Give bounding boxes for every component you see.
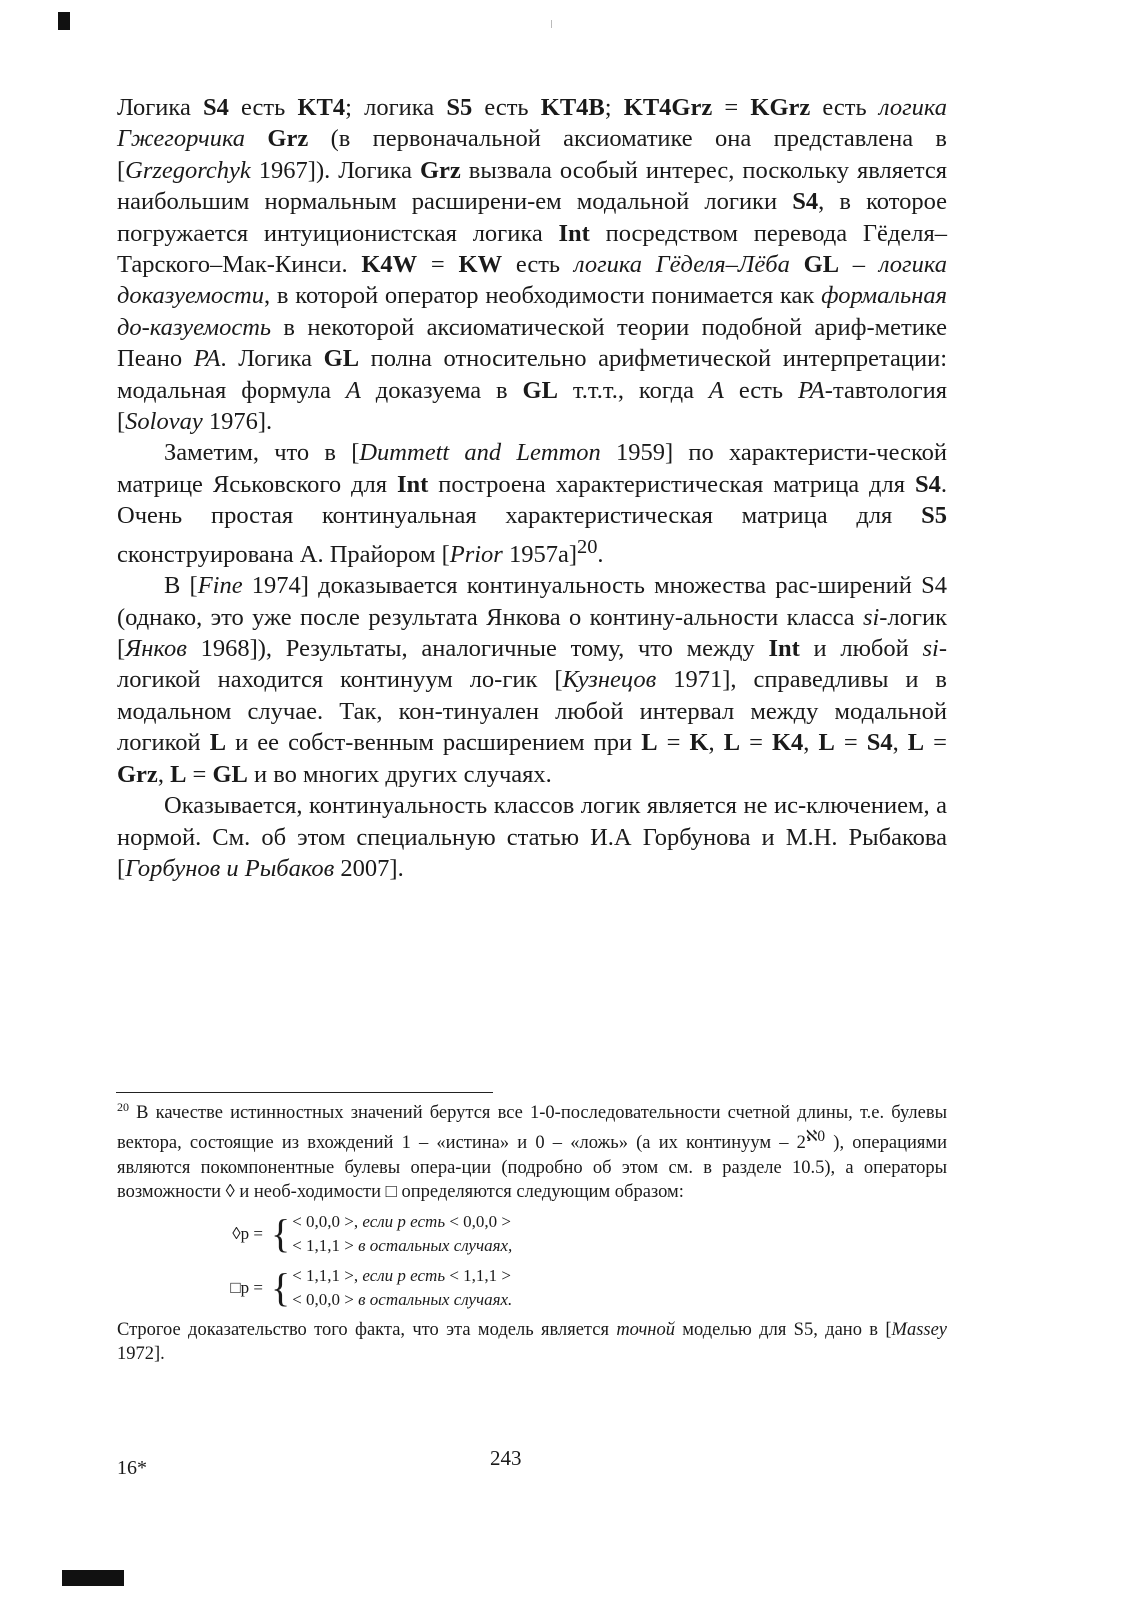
text-run (245, 125, 267, 152)
emphasis-text: si (862, 603, 880, 631)
case-condition: в остальных случаях, (358, 1235, 513, 1255)
text-run: В [ (164, 572, 198, 600)
text-run: , в которой оператор необходимости понимается как (263, 282, 822, 310)
logic-name: L (818, 729, 835, 757)
emphasis-text: Dummett and Lemmon (359, 439, 601, 467)
emphasis-text: Кузнецов (562, 666, 657, 694)
text-run: . Логика (220, 345, 324, 373)
case-value: < 1,1,1 >, (292, 1265, 359, 1285)
logic-name: Int (396, 470, 429, 498)
text-run: и любой (799, 635, 923, 663)
text-run: ; логика (345, 94, 447, 121)
text-run: (в первоначальной аксиоматике она представлена в [ (117, 125, 948, 184)
text-run: , в которое погружается интуиционистская логика (117, 188, 948, 247)
logic-name: Grz (419, 156, 461, 184)
footnote-ref: 20 (577, 535, 598, 558)
text-run: 1967]). Логика (250, 156, 420, 184)
text-run: Оказывается, континуальность классов логик является не ис-ключением, а нормой. См. об этом специальную статью И.А Горбунова и М.Н. Рыбакова [ (117, 792, 947, 882)
text-run (790, 251, 804, 278)
text-run: в некоторой аксиоматической теории подобной ариф-метике Пеано (117, 313, 947, 373)
text-run: есть (502, 251, 574, 279)
text-run: – (839, 251, 879, 279)
logic-name: GL (803, 251, 840, 279)
text-run: , (892, 729, 908, 757)
closing-text: 1972]. (117, 1344, 165, 1365)
possibility-cases (292, 1210, 512, 1258)
logic-name: GL (212, 760, 248, 788)
logic-name: GL (323, 345, 360, 373)
emphasis-text: PA (798, 376, 825, 404)
text-run: вызвала особый интерес, поскольку является наибольшим нормальным расширени-ем модальной логики (117, 156, 948, 216)
text-run: . Очень простая континуальная характеристическая матрица для (117, 470, 947, 530)
text-run: есть (472, 94, 541, 121)
text-run: S4 (921, 572, 947, 600)
logic-name: S4 (866, 729, 893, 757)
text-run: , (157, 760, 171, 788)
logic-name: K4 (771, 729, 804, 757)
logic-name: Int (558, 219, 590, 247)
text-run: посредством перевода Гёделя–Тарского–Мак-Кинси. (117, 219, 947, 279)
logic-name: KW (458, 251, 503, 279)
text-run: 1971], справедливы и в модальном случае. Так, кон-тинуален любой интервал между модальной логикой (117, 666, 947, 757)
footnote-number: 20 (117, 1099, 129, 1114)
case-value: < 0,0,0 >, (292, 1211, 359, 1231)
main-text (117, 92, 947, 884)
logic-name: L (209, 729, 227, 757)
necessity-formula (213, 1264, 947, 1312)
logic-name: S5 (921, 502, 947, 530)
logic-name: Grz (117, 760, 158, 788)
emphasis-text: Fine (197, 572, 243, 600)
closing-citation: Massey (891, 1319, 948, 1340)
text-run: 1959] по характеристи-ческой матрице Яськовского для (117, 439, 947, 498)
emphasis-text: Prior (449, 540, 503, 568)
footnote (117, 1101, 947, 1366)
emphasis-text: Горбунов и Рыбаков (125, 854, 335, 882)
emphasis-text: si (922, 635, 939, 663)
text-run: полна относительно арифметической интерпретации: модальная формула (117, 345, 947, 404)
logic-name: S5 (446, 94, 473, 121)
logic-name: S4 (914, 470, 941, 498)
emphasis-text: A (708, 376, 724, 404)
emphasis-text: PA (193, 345, 221, 373)
text-run: и ее собст-венным расширением при (226, 729, 642, 757)
text-run: , (803, 729, 819, 757)
scan-artifact-top (58, 12, 70, 30)
case-condition: если p есть (362, 1265, 446, 1285)
text-run: сконструирована А. Прайором [ (117, 540, 450, 568)
text-run: ; (604, 94, 624, 121)
possibility-case-1 (292, 1210, 512, 1234)
text-run: = (657, 729, 690, 757)
text-run: т.т.т., когда (557, 376, 709, 404)
logic-name: L (641, 729, 658, 757)
necessity-cases (292, 1264, 512, 1312)
logic-name: KT4B (540, 94, 605, 121)
footnote-intro-text: В качестве истинностных значений берутся все 1-0-последовательности счетной длины, т.е. булевы вектора, состоящие из вхождений 1 – «истина» и 0 – «ложь» (а их континуум – 2 (117, 1103, 947, 1154)
emphasis-text: Янков (125, 635, 187, 663)
scan-artifact-tick (551, 20, 552, 28)
text-run: = (712, 94, 751, 121)
brace: { (271, 1264, 291, 1310)
case-condition: если p есть (362, 1211, 446, 1231)
emphasis-text: A (345, 376, 361, 404)
footnote-closing (117, 1318, 947, 1366)
closing-emphasis: точной (616, 1319, 675, 1340)
logic-name: L (723, 729, 741, 757)
closing-text: Строгое доказательство того факта, что эта модель является (117, 1319, 617, 1340)
text-run: = (186, 760, 213, 788)
scan-artifact-bottom (62, 1570, 124, 1586)
text-run: . (597, 540, 604, 568)
emphasis-text: Solovay (125, 408, 203, 436)
text-run: и во многих других случаях. (247, 760, 552, 788)
logic-name: KT4 (297, 94, 346, 121)
footnote-intro-tail: ), операциями являются покомпонентные булевы опера-ции (подробно об этом см. в разделе 10.5), а операторы возможности ◊ и необ-ходимости □ определяются следующим образом: (117, 1133, 947, 1202)
text-run: = (740, 729, 772, 757)
text-run: (однако, это уже после результата Янкова о контину-альности класса (117, 603, 863, 631)
case-condition-value: < 1,1,1 > (449, 1265, 511, 1285)
text-run: Заметим, что в [ (164, 439, 360, 467)
emphasis-text: логика Гёделя–Лёба (573, 251, 790, 279)
text-run: -логик [ (117, 603, 947, 663)
necessity-lhs: □p = (230, 1277, 263, 1297)
text-run: доказуема в (360, 376, 523, 404)
necessity-case-1 (292, 1264, 512, 1288)
closing-text: моделью для S5, дано в [ (674, 1319, 892, 1340)
aleph-exponent: ℵ0 (805, 1128, 826, 1146)
text-run: 2007]. (334, 854, 404, 882)
text-run: -тавтология [ (117, 376, 947, 436)
logic-name: KGrz (750, 94, 811, 121)
case-condition: в остальных случаях. (358, 1289, 513, 1309)
paragraph-2 (117, 437, 947, 570)
possibility-lhs: ◊p = (232, 1223, 263, 1243)
brace: { (271, 1210, 291, 1256)
paragraph-1 (117, 92, 947, 437)
paragraph-3 (117, 570, 947, 790)
text-run: , (708, 729, 724, 757)
possibility-formula (213, 1210, 947, 1258)
logic-name: KT4Grz (623, 94, 713, 121)
logic-name: GL (522, 376, 558, 404)
footnote-separator (116, 1092, 493, 1093)
text-run: 1974] доказывается континуальность множества рас-ширений (242, 572, 922, 600)
printer-signature: 16* (117, 1457, 147, 1479)
text-run: 1968]), Результаты, аналогичные тому, что между (186, 635, 769, 663)
text-run: -логикой находится континуум ло-гик [ (117, 635, 948, 694)
text-run: 1976]. (202, 408, 273, 436)
possibility-case-2 (292, 1234, 512, 1258)
logic-name: Grz (267, 125, 309, 153)
case-value: < 1,1,1 > (292, 1235, 354, 1255)
text-run: есть (228, 94, 298, 121)
logic-name: S4 (792, 188, 819, 216)
page-number: 243 (490, 1446, 522, 1470)
text-run: Логика (117, 94, 203, 121)
text-run: = (834, 729, 867, 757)
logic-name: S4 (203, 94, 229, 121)
emphasis-text: Grzegorchyk (125, 156, 251, 184)
emphasis-text: логика доказуемости (117, 251, 947, 310)
paragraph-4 (117, 790, 947, 884)
text-run: 1957a] (502, 540, 578, 568)
logic-name: L (907, 729, 925, 757)
case-value: < 0,0,0 > (292, 1289, 354, 1309)
logic-name: Int (768, 635, 800, 663)
logic-name: K (689, 729, 709, 757)
text-run: построена характеристическая матрица для (428, 470, 915, 498)
text-run: есть (723, 376, 798, 404)
emphasis-text: логика Гжегорчика (117, 94, 947, 153)
case-condition-value: < 0,0,0 > (449, 1211, 511, 1231)
emphasis-text: формальная до-казуемость (117, 282, 947, 341)
text-run: есть (810, 94, 879, 121)
logic-name: K4W (361, 251, 418, 279)
footnote-intro (117, 1101, 947, 1204)
text-run: = (924, 729, 947, 757)
text-run: = (417, 251, 459, 279)
necessity-case-2 (292, 1288, 512, 1312)
logic-name: L (170, 760, 187, 788)
